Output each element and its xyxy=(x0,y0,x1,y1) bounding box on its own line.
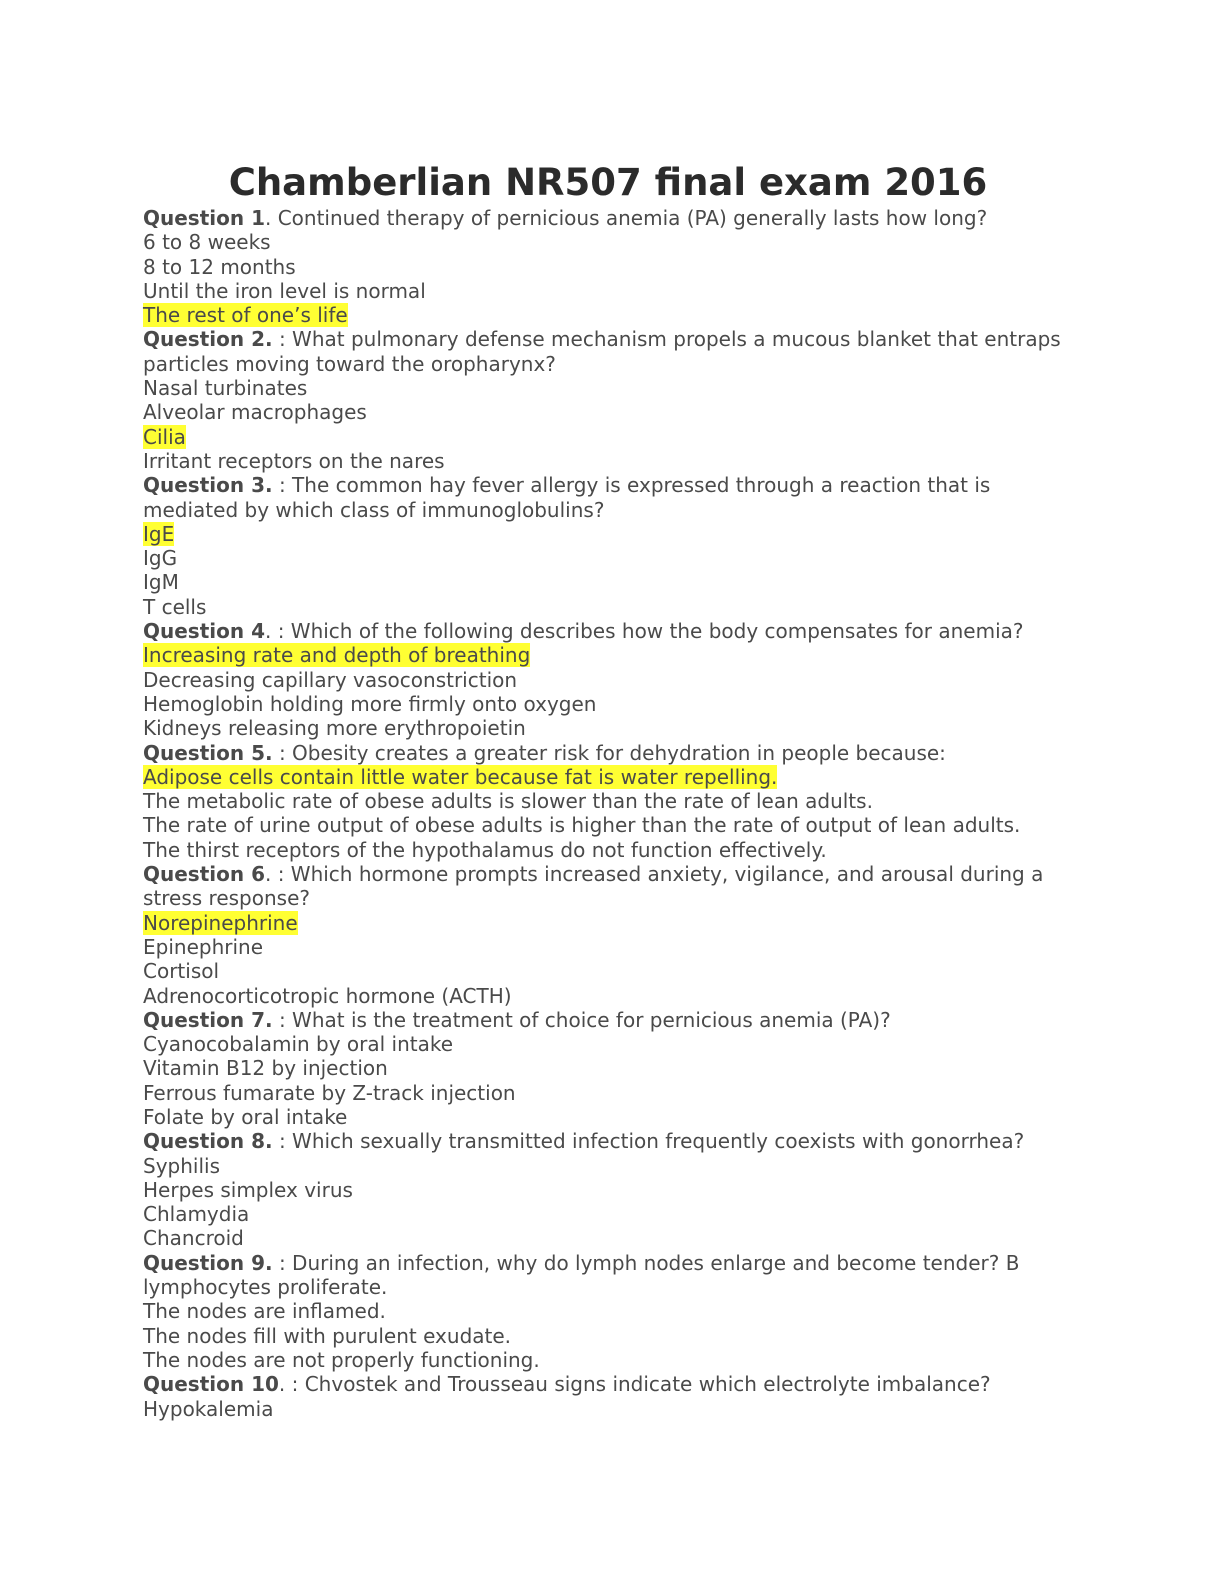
answer-option-text: Adrenocorticotropic hormone (ACTH) xyxy=(143,983,512,1008)
answer-option xyxy=(143,230,1073,254)
question-4 xyxy=(143,619,1073,643)
answer-option-text: The nodes are not properly functioning. xyxy=(143,1347,540,1372)
question-label: Question 9. xyxy=(143,1250,273,1275)
question-text: : The common hay fever allergy is expressed through a reaction that is mediated by which class of immunoglobulins? xyxy=(143,473,991,522)
answer-option xyxy=(143,449,1073,473)
answer-option-text: 6 to 8 weeks xyxy=(143,230,271,255)
answer-option-text: The thirst receptors of the hypothalamus do not function effectively. xyxy=(143,837,827,862)
question-label: Question 10 xyxy=(143,1372,279,1397)
answer-option-text: Adipose cells contain little water because fat is water repelling. xyxy=(143,764,778,789)
answer-option-text: The nodes are inflamed. xyxy=(143,1299,386,1324)
answer-option-text: Herpes simplex virus xyxy=(143,1177,353,1202)
answer-option-text: Hypokalemia xyxy=(143,1396,274,1421)
answer-option xyxy=(143,1154,1073,1178)
answer-option xyxy=(143,570,1073,594)
answer-option-text: IgE xyxy=(143,521,175,546)
answer-option-text: Epinephrine xyxy=(143,934,263,959)
question-8 xyxy=(143,1129,1073,1153)
answer-option-text: The nodes fill with purulent exudate. xyxy=(143,1323,512,1348)
answer-option xyxy=(143,1178,1073,1202)
answer-option xyxy=(143,1105,1073,1129)
answer-option-text: The metabolic rate of obese adults is slower than the rate of lean adults. xyxy=(143,789,873,814)
question-list xyxy=(143,206,1073,1421)
question-text: : Obesity creates a greater risk for dehydration in people because: xyxy=(272,740,946,765)
answer-option xyxy=(143,692,1073,716)
answer-option-text: Norepinephrine xyxy=(143,910,298,935)
question-text: : What is the treatment of choice for pernicious anemia (PA)? xyxy=(272,1007,891,1032)
answer-option-text: T cells xyxy=(143,594,207,619)
answer-option xyxy=(143,716,1073,740)
question-6 xyxy=(143,862,1073,911)
answer-option-text: Vitamin B12 by injection xyxy=(143,1056,388,1081)
question-3 xyxy=(143,473,1073,522)
question-text: : What pulmonary defense mechanism propels a mucous blanket that entraps particles moving toward the oropharynx? xyxy=(143,327,1061,376)
answer-option xyxy=(143,935,1073,959)
answer-option-text: Ferrous fumarate by Z-track injection xyxy=(143,1080,516,1105)
answer-option-highlighted xyxy=(143,765,1073,789)
answer-option-text: Kidneys releasing more erythropoietin xyxy=(143,716,526,741)
answer-option xyxy=(143,813,1073,837)
question-9 xyxy=(143,1251,1073,1300)
answer-option xyxy=(143,400,1073,424)
answer-option xyxy=(143,1056,1073,1080)
question-2 xyxy=(143,327,1073,376)
answer-option xyxy=(143,255,1073,279)
answer-option xyxy=(143,595,1073,619)
question-label: Question 3. xyxy=(143,473,273,498)
answer-option xyxy=(143,546,1073,570)
answer-option xyxy=(143,1032,1073,1056)
answer-option-text: Cilia xyxy=(143,424,186,449)
answer-option xyxy=(143,1202,1073,1226)
answer-option xyxy=(143,1081,1073,1105)
question-label: Question 1 xyxy=(143,206,265,230)
answer-option-text: Increasing rate and depth of breathing xyxy=(143,643,531,668)
answer-option-text: Nasal turbinates xyxy=(143,376,308,401)
answer-option xyxy=(143,1299,1073,1323)
answer-option xyxy=(143,1397,1073,1421)
answer-option-text: Chlamydia xyxy=(143,1202,250,1227)
question-text: . : Chvostek and Trousseau signs indicate which electrolyte imbalance? xyxy=(278,1372,991,1397)
document-title: Chamberlian NR507 final exam 2016 xyxy=(228,161,988,204)
answer-option-text: Until the iron level is normal xyxy=(143,278,426,303)
answer-option-text: Chancroid xyxy=(143,1226,244,1251)
answer-option xyxy=(143,789,1073,813)
answer-option xyxy=(143,984,1073,1008)
answer-option xyxy=(143,279,1073,303)
answer-option-text: Irritant receptors on the nares xyxy=(143,448,445,473)
answer-option-text: Cortisol xyxy=(143,959,220,984)
question-label: Question 2. xyxy=(143,327,273,352)
question-7 xyxy=(143,1008,1073,1032)
answer-option xyxy=(143,959,1073,983)
question-label: Question 6 xyxy=(143,862,265,887)
answer-option-text: Syphilis xyxy=(143,1153,220,1178)
answer-option-highlighted xyxy=(143,911,1073,935)
answer-option-text: Cyanocobalamin by oral intake xyxy=(143,1032,454,1057)
answer-option-text: IgM xyxy=(143,570,179,595)
answer-option xyxy=(143,376,1073,400)
question-text: . Continued therapy of pernicious anemia (PA) generally lasts how long? xyxy=(264,206,988,230)
answer-option xyxy=(143,668,1073,692)
question-text: : During an infection, why do lymph nodes enlarge and become tender? B lymphocytes proliferate. xyxy=(143,1250,1020,1300)
answer-option-highlighted xyxy=(143,522,1073,546)
answer-option-text: Hemoglobin holding more firmly onto oxygen xyxy=(143,691,597,716)
answer-option xyxy=(143,1348,1073,1372)
question-text: . : Which hormone prompts increased anxiety, vigilance, and arousal during a stress response? xyxy=(143,862,1044,911)
answer-option-text: IgG xyxy=(143,546,178,571)
question-10 xyxy=(143,1372,1073,1396)
question-5 xyxy=(143,741,1073,765)
answer-option xyxy=(143,1226,1073,1250)
answer-option-highlighted xyxy=(143,425,1073,449)
answer-option xyxy=(143,1324,1073,1348)
answer-option-highlighted xyxy=(143,643,1073,667)
question-label: Question 5. xyxy=(143,740,273,765)
answer-option-text: 8 to 12 months xyxy=(143,254,296,279)
question-text: . : Which of the following describes how the body compensates for anemia? xyxy=(264,619,1024,644)
answer-option-text: The rest of one’s life xyxy=(143,303,348,328)
question-text: : Which sexually transmitted infection frequently coexists with gonorrhea? xyxy=(272,1129,1025,1154)
answer-option-text: Alveolar macrophages xyxy=(143,400,367,425)
question-label: Question 7. xyxy=(143,1007,273,1032)
answer-option xyxy=(143,838,1073,862)
answer-option-text: The rate of urine output of obese adults is higher than the rate of output of lean adults. xyxy=(143,813,1021,838)
question-label: Question 4 xyxy=(143,619,265,644)
answer-option-text: Decreasing capillary vasoconstriction xyxy=(143,667,518,692)
answer-option-highlighted xyxy=(143,303,1073,327)
document-page xyxy=(143,160,1073,1421)
answer-option-text: Folate by oral intake xyxy=(143,1104,348,1129)
question-label: Question 8. xyxy=(143,1129,273,1154)
question-1 xyxy=(143,206,1073,230)
